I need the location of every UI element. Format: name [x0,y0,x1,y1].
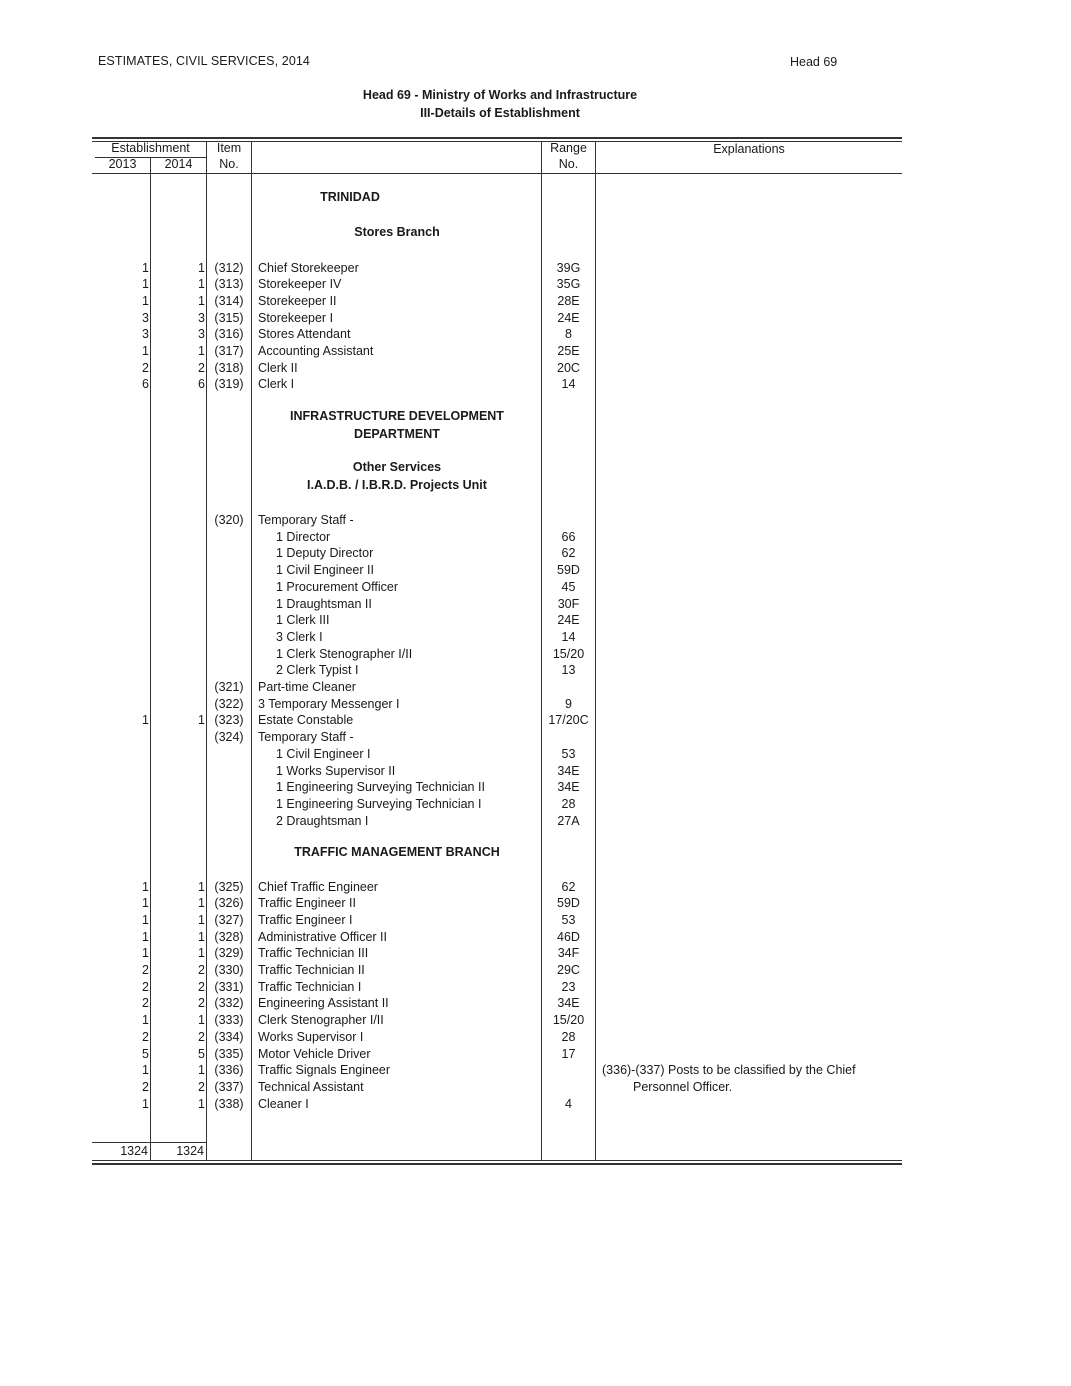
post-description: Traffic Technician II [258,963,365,977]
table-row [0,912,1071,929]
table-row [0,696,1071,713]
post-description: Temporary Staff - [258,730,354,745]
header-2013: 2013 [108,157,137,171]
item-number: (330) [214,963,244,977]
establishment-2014: 1 [198,929,205,944]
item-number: (321) [214,680,244,694]
range-number: 24E [557,613,580,628]
range-number: 20C [557,360,580,375]
establishment-2013: 1 [142,946,149,961]
establishment-2014: 2 [198,1079,205,1094]
post-description: Engineering Assistant II [258,996,389,1011]
bottom-rule [92,1163,902,1165]
post-description: Part-time Cleaner [258,680,356,694]
establishment-2014: 2 [198,996,205,1011]
total-2013: 1324 [120,1144,148,1158]
range-number: 30F [557,596,580,611]
item-number: (312) [214,260,244,275]
range-number: 23 [561,979,576,994]
post-description: 2 Clerk Typist I [276,663,359,678]
item-number: (335) [214,1046,244,1061]
range-number: 66 [561,529,576,544]
post-description: Accounting Assistant [258,344,374,358]
post-description: Traffic Engineer II [258,896,356,911]
header-range-no: No. [558,157,579,171]
establishment-2014: 1 [198,896,205,911]
item-number: (336) [214,1063,244,1078]
post-description: Storekeeper I [258,310,334,325]
range-number: 17/20C [548,713,589,728]
table-row [0,310,1071,327]
establishment-2013: 1 [142,912,149,927]
table-row [0,679,1071,696]
item-number: (325) [214,879,244,894]
post-description: 3 Temporary Messenger I [258,696,400,711]
range-number: 29C [557,963,580,977]
table-row [0,779,1071,796]
post-description: 1 Deputy Director [276,546,374,561]
heading-other-services: Other Services [352,460,442,474]
post-description: Clerk I [258,377,295,392]
establishment-2013: 1 [142,713,149,728]
heading-projects-unit: I.A.D.B. / I.B.R.D. Projects Unit [307,478,487,492]
establishment-2013: 3 [142,327,149,342]
table-row [0,1012,1071,1029]
post-description: 1 Civil Engineer I [276,746,371,761]
post-description: Technical Assistant [258,1079,364,1094]
table-row [0,895,1071,912]
establishment-2014: 1 [198,344,205,358]
post-description: 1 Engineering Surveying Technician II [276,780,485,795]
establishment-2013: 2 [142,963,149,977]
establishment-2013: 1 [142,1063,149,1078]
range-number: 13 [561,663,576,678]
establishment-2014: 1 [198,1013,205,1028]
range-number: 14 [561,629,576,644]
post-description: Clerk II [258,360,298,375]
table-row [0,995,1071,1012]
table-row [0,343,1071,360]
range-number: 62 [561,546,576,561]
bottom-rule-inner [92,1160,902,1161]
post-description: Traffic Technician III [258,946,369,961]
item-number: (315) [214,310,244,325]
heading-infrastructure-1: INFRASTRUCTURE DEVELOPMENT [290,409,504,423]
table-row [0,712,1071,729]
post-description: Temporary Staff - [258,513,354,527]
range-number: 15/20 [552,1013,585,1028]
establishment-2014: 2 [198,1029,205,1044]
establishment-2014: 1 [198,293,205,308]
establishment-2014: 2 [198,963,205,977]
item-number: (319) [214,377,244,392]
range-number: 17 [561,1046,576,1061]
item-number: (317) [214,344,244,358]
item-number: (327) [214,912,244,927]
item-number: (314) [214,293,244,308]
establishment-2013: 1 [142,277,149,292]
table-row [0,1029,1071,1046]
table-row [0,945,1071,962]
totals-rule [92,1142,206,1143]
explanation-line-2: Personnel Officer. [633,1080,733,1094]
item-number: (326) [214,896,244,911]
post-description: 2 Draughtsman I [276,813,369,828]
post-description: 1 Clerk III [276,613,330,628]
table-row [0,929,1071,946]
table-row [0,596,1071,613]
heading-infrastructure-2: DEPARTMENT [354,427,440,441]
establishment-2013: 1 [142,896,149,911]
table-row [0,326,1071,343]
range-number: 8 [565,327,572,342]
range-number: 34E [557,780,580,795]
post-description: Chief Storekeeper [258,260,359,275]
establishment-2013: 2 [142,1029,149,1044]
header-2014: 2014 [164,157,193,171]
range-number: 27A [557,813,580,828]
establishment-2014: 1 [198,946,205,961]
table-row [0,260,1071,277]
table-row [0,360,1071,377]
post-description: Administrative Officer II [258,929,387,944]
header-range: Range [550,141,587,155]
table-row [0,629,1071,646]
table-row [0,1096,1071,1113]
heading-traffic-branch: TRAFFIC MANAGEMENT BRANCH [294,845,500,859]
establishment-2014: 2 [198,360,205,375]
establishment-2014: 1 [198,879,205,894]
establishment-2013: 2 [142,979,149,994]
item-number: (323) [214,713,244,728]
item-number: (320) [214,513,244,527]
range-number: 62 [561,879,576,894]
header-item: Item [216,141,242,155]
establishment-2014: 3 [198,310,205,325]
table-row [0,662,1071,679]
establishment-2014: 1 [198,277,205,292]
table-row [0,579,1071,596]
document-title: Head 69 - Ministry of Works and Infrastructure [362,88,638,102]
item-number: (316) [214,327,244,342]
table-row [0,376,1071,393]
header-explanations: Explanations [713,142,785,156]
total-2014: 1324 [176,1144,204,1158]
establishment-2014: 2 [198,979,205,994]
item-number: (337) [214,1079,244,1094]
establishment-2013: 6 [142,377,149,392]
table-row [0,962,1071,979]
post-description: 1 Director [276,529,331,544]
top-rule [92,137,902,139]
table-row [0,545,1071,562]
table-row [0,612,1071,629]
table-row [0,979,1071,996]
post-description: Traffic Technician I [258,979,362,994]
post-description: Stores Attendant [258,327,351,342]
post-description: Works Supervisor I [258,1029,364,1044]
post-description: Motor Vehicle Driver [258,1046,371,1061]
range-number: 45 [561,579,576,594]
item-number: (334) [214,1029,244,1044]
establishment-2013: 3 [142,310,149,325]
post-description: Cleaner I [258,1096,309,1111]
range-number: 24E [557,310,580,325]
establishment-2013: 1 [142,344,149,358]
establishment-2014: 5 [198,1046,205,1061]
range-number: 53 [561,746,576,761]
table-row [0,276,1071,293]
post-description: 1 Civil Engineer II [276,563,374,578]
range-number: 28 [561,1029,576,1044]
explanation-line-1: (336)-(337) Posts to be classified by the Chief [602,1063,856,1077]
table-row [0,763,1071,780]
range-number: 34E [557,996,580,1011]
page-header-left: ESTIMATES, CIVIL SERVICES, 2014 [98,54,310,68]
post-description: Traffic Signals Engineer [258,1063,391,1078]
range-number: 4 [565,1096,572,1111]
establishment-2014: 1 [198,1096,205,1111]
post-description: Clerk Stenographer I/II [258,1013,384,1028]
range-number: 53 [561,912,576,927]
table-row [0,1062,1071,1079]
range-number: 14 [561,377,576,392]
post-description: 3 Clerk I [276,629,323,644]
post-description: 1 Draughtsman II [276,596,372,611]
range-number: 25E [557,344,580,358]
item-number: (332) [214,996,244,1011]
post-description: 1 Procurement Officer [276,579,399,594]
item-number: (322) [214,696,244,711]
range-number: 35G [556,277,581,292]
item-number: (318) [214,360,244,375]
post-description: Chief Traffic Engineer [258,879,378,894]
establishment-2013: 1 [142,879,149,894]
item-number: (313) [214,277,244,292]
item-number: (331) [214,979,244,994]
post-description: Storekeeper IV [258,277,342,292]
range-number: 39G [556,260,581,275]
establishment-2014: 1 [198,713,205,728]
table-row [0,646,1071,663]
range-number: 28E [557,293,580,308]
heading-trinidad: TRINIDAD [320,190,380,204]
table-row [0,813,1071,830]
post-description: 1 Engineering Surveying Technician I [276,796,482,811]
header-item-no: No. [219,157,239,171]
establishment-2013: 2 [142,996,149,1011]
establishment-2014: 1 [198,1063,205,1078]
post-description: Storekeeper II [258,293,337,308]
document-subtitle: III-Details of Establishment [420,106,580,120]
table-row [0,746,1071,763]
establishment-2013: 2 [142,1079,149,1094]
establishment-2013: 5 [142,1046,149,1061]
header-bottom-rule [92,173,902,174]
establishment-2013: 1 [142,260,149,275]
table-row [0,293,1071,310]
post-description: 1 Clerk Stenographer I/II [276,646,413,661]
table-row [0,1079,1071,1096]
table-row [0,562,1071,579]
establishment-2014: 6 [198,377,205,392]
table-row [0,512,1071,529]
range-number: 28 [561,796,576,811]
establishment-2013: 1 [142,1013,149,1028]
post-description: 1 Works Supervisor II [276,763,396,778]
table-row [0,879,1071,896]
establishment-2013: 1 [142,293,149,308]
establishment-2013: 1 [142,929,149,944]
table-row [0,529,1071,546]
heading-stores-branch: Stores Branch [354,225,440,239]
item-number: (338) [214,1096,244,1111]
table-row [0,796,1071,813]
post-description: Estate Constable [258,713,354,728]
establishment-2013: 1 [142,1096,149,1111]
item-number: (324) [214,730,244,745]
range-number: 34F [557,946,580,961]
table-row [0,729,1071,746]
establishment-2014: 1 [198,912,205,927]
range-number: 46D [557,929,580,944]
explanation-note [602,1062,892,1096]
range-number: 59D [557,896,580,911]
item-number: (333) [214,1013,244,1028]
range-number: 15/20 [552,646,585,661]
establishment-2014: 1 [198,260,205,275]
item-number: (328) [214,929,244,944]
item-number: (329) [214,946,244,961]
post-description: Traffic Engineer I [258,912,353,927]
range-number: 9 [565,696,572,711]
establishment-2013: 2 [142,360,149,375]
range-number: 34E [557,763,580,778]
page-header-right: Head 69 [790,55,838,69]
table-row [0,1046,1071,1063]
range-number: 59D [557,563,580,578]
header-establishment: Establishment [111,141,190,155]
establishment-2014: 3 [198,327,205,342]
